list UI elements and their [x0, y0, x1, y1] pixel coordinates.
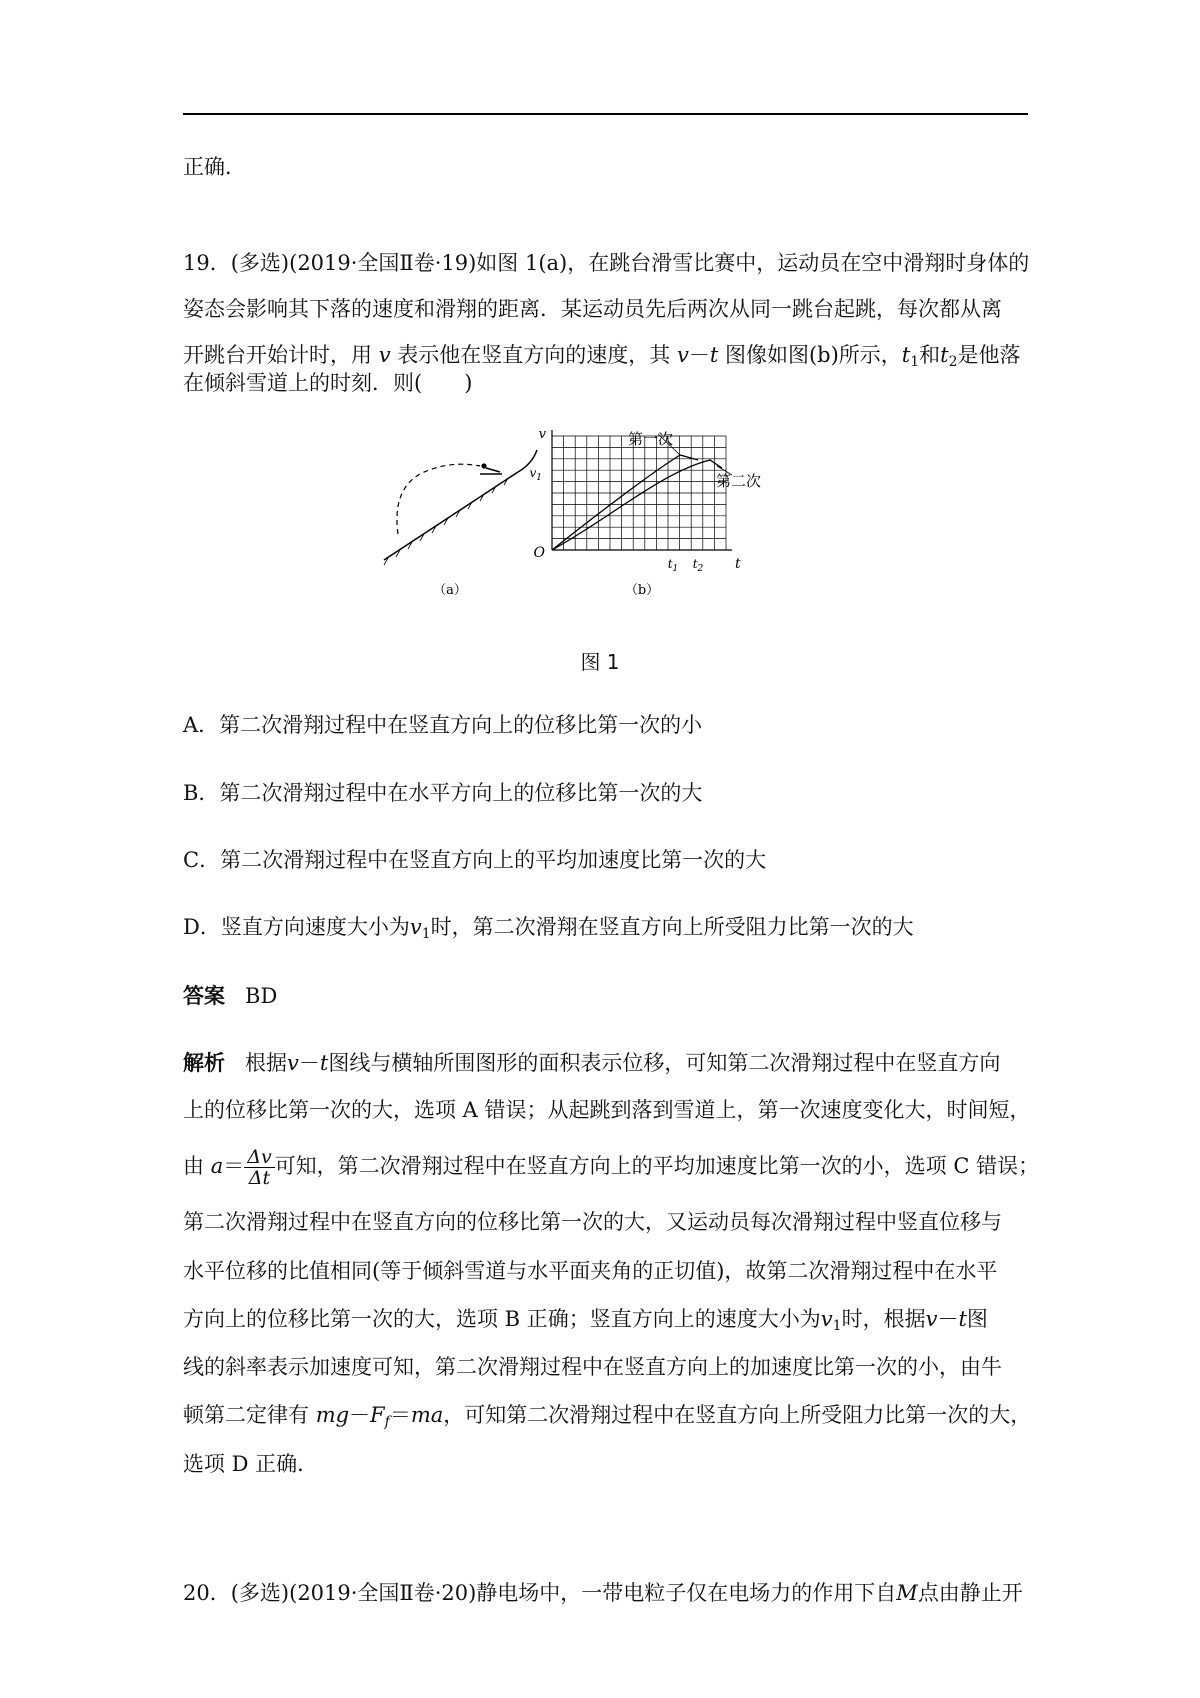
- var-v: v: [378, 343, 391, 367]
- text-run: 图: [966, 1307, 988, 1331]
- fraction-dv-dt: [244, 1147, 274, 1188]
- var-ma: ma: [410, 1403, 444, 1427]
- t1-label: $t_1$: [667, 557, 679, 574]
- analysis-line-8: [183, 1400, 1031, 1437]
- text-run: 是他落: [957, 343, 1021, 367]
- panel-a-label: （a）: [433, 583, 467, 598]
- text-run: 时，根据: [841, 1307, 926, 1331]
- dash: －: [937, 1307, 959, 1331]
- skier-icon: [481, 463, 486, 468]
- var-v1: v: [820, 1307, 833, 1331]
- figure-b-vt-graph: [529, 430, 761, 598]
- var-t2: t: [940, 343, 949, 367]
- text-run: 图像如图(b)所示，: [724, 343, 902, 367]
- analysis-line-7: 线的斜率表示加速度可知，第二次滑翔过程中在竖直方向上的加速度比第一次的小，由牛: [183, 1355, 1002, 1379]
- answer-label: 答案: [183, 983, 225, 1008]
- sub-1: 1: [832, 1318, 842, 1334]
- v-axis-label: v: [538, 430, 546, 442]
- fraction-denominator: Δt: [248, 1167, 271, 1189]
- q20-line-1: [183, 1578, 1023, 1608]
- text-run: 时，第二次滑翔在竖直方向上所受阻力比第一次的大: [430, 915, 914, 939]
- figure-caption: 图 1: [580, 650, 620, 674]
- analysis-line-2: 上的位移比第一次的大，选项 A 错误；从起跳到落到雪道上，第一次速度变化大，时间短，: [183, 1098, 1031, 1122]
- panel-b-label: （b）: [624, 583, 660, 598]
- curve-first: [552, 455, 698, 550]
- analysis-line-9: 选项 D 正确．: [183, 1452, 319, 1476]
- text-run: 顿第二定律有: [183, 1403, 309, 1427]
- analysis-line-5: 水平位移的比值相同(等于倾斜雪道与水平面夹角的正切值)，故第二次滑翔过程中在水平: [183, 1259, 998, 1283]
- curve-second: [552, 460, 722, 550]
- text-run: 开跳台开始计时，用: [183, 343, 372, 367]
- var-t1: t: [901, 343, 911, 367]
- text-run: 点由静止开: [917, 1581, 1023, 1605]
- analysis-line-4: 第二次滑翔过程中在竖直方向的位移比第一次的大，又运动员每次滑翔过程中竖直位移与: [183, 1210, 1002, 1234]
- q19-line-2: 姿态会影响其下落的速度和滑翔的距离．某运动员先后两次从同一跳台起跳，每次都从离: [183, 297, 1002, 321]
- minus: －: [349, 1403, 371, 1427]
- sub-f: f: [384, 1414, 390, 1430]
- var-v1: v: [409, 915, 422, 939]
- q19-text: 如图 1(a)，在跳台滑雪比赛中，运动员在空中滑翔时身体的: [476, 251, 1030, 275]
- text-run: D．竖直方向速度大小为: [183, 915, 410, 939]
- answer-value: BD: [245, 984, 278, 1008]
- dash: －: [298, 1051, 320, 1075]
- q19-source-tag: (多选)(2019·全国Ⅱ卷·19): [230, 251, 477, 275]
- t2-label: $t_2$: [692, 557, 704, 574]
- header-rule: [183, 113, 1028, 115]
- v1-label: $v_1$: [529, 466, 542, 483]
- equals: ＝: [223, 1154, 245, 1178]
- figure-1: [380, 430, 850, 600]
- sub-1: 1: [421, 926, 431, 942]
- var-mg: mg: [315, 1403, 350, 1427]
- curve-first-label: 第一次: [628, 430, 674, 448]
- var-v: v: [287, 1051, 299, 1075]
- var-v: v: [676, 343, 689, 367]
- var-t: t: [319, 1051, 329, 1075]
- q19-line-4: 在倾斜雪道上的时刻．则( ): [183, 371, 473, 395]
- analysis-line-6: [183, 1304, 988, 1341]
- analysis-label: 解析: [183, 1050, 225, 1075]
- option-a: A．第二次滑翔过程中在竖直方向上的位移比第一次的小: [183, 713, 703, 737]
- t-axis-label: t: [735, 556, 741, 572]
- text-run: 可知，第二次滑翔过程中在竖直方向上的平均加速度比第一次的小，选项 C 错误；: [274, 1154, 1040, 1178]
- option-d: [183, 912, 914, 949]
- text-run: 由: [183, 1154, 204, 1178]
- answer-line: [183, 981, 277, 1011]
- fraction-numerator: Δv: [244, 1147, 274, 1168]
- text-run: ，可知第二次滑翔过程中在竖直方向上所受阻力比第一次的大，: [443, 1403, 1032, 1427]
- sub-1: 1: [910, 354, 920, 370]
- var-t: t: [958, 1307, 967, 1331]
- figure-a-ski-slope: [384, 450, 537, 598]
- var-a: a: [210, 1154, 224, 1178]
- var-M: M: [896, 1581, 918, 1605]
- q19-number: 19．: [183, 251, 231, 275]
- text-run: 图线与横轴所围图形的面积表示位移，可知第二次滑翔过程中在竖直方向: [328, 1051, 1001, 1075]
- dash: －: [688, 343, 710, 367]
- text-run: 表示他在竖直方向的速度，其: [397, 343, 671, 367]
- q20-number: 20．: [183, 1581, 231, 1605]
- text-run: 根据: [245, 1051, 288, 1075]
- q19-line-1: [183, 248, 1029, 278]
- text-run: 方向上的位移比第一次的大，选项 B 正确；竖直方向上的速度大小为: [183, 1307, 821, 1331]
- sub-2: 2: [948, 354, 958, 370]
- equals: ＝: [389, 1403, 411, 1427]
- analysis-line-1: [183, 1048, 1000, 1078]
- analysis-line-3: [183, 1144, 1039, 1188]
- text-run: (多选)(2019·全国Ⅱ卷·20)静电场中，一带电粒子仅在电场力的作用下自: [230, 1581, 897, 1605]
- text-run: 和: [919, 343, 941, 367]
- var-t: t: [709, 343, 719, 367]
- curve-second-label: 第二次: [716, 472, 762, 490]
- var-v: v: [925, 1307, 938, 1331]
- var-F: F: [370, 1403, 385, 1427]
- option-b: B．第二次滑翔过程中在水平方向上的位移比第一次的大: [183, 781, 703, 805]
- origin-label: O: [533, 545, 545, 561]
- option-c: C．第二次滑翔过程中在竖直方向上的平均加速度比第一次的大: [183, 848, 767, 872]
- prev-answer-fragment: 正确．: [183, 155, 246, 179]
